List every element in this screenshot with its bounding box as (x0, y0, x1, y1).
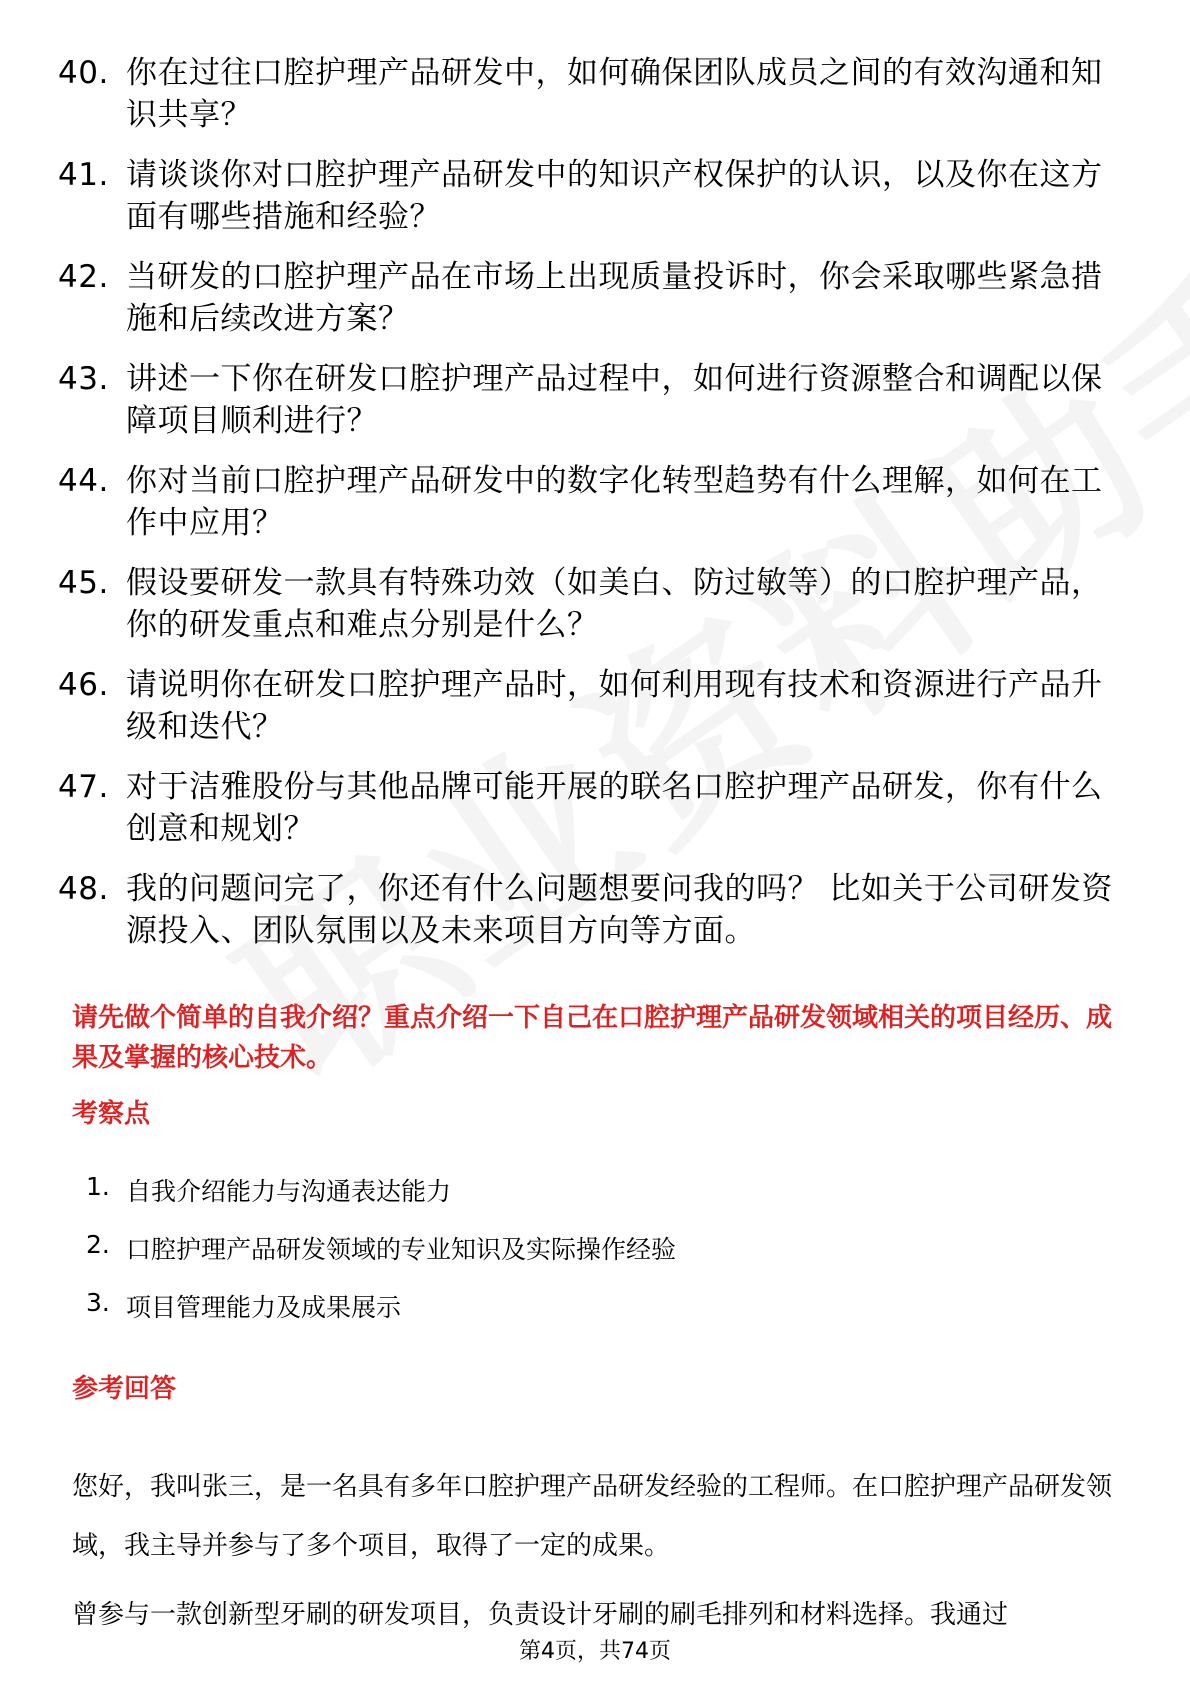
question-text: 你在过往口腔护理产品研发中，如何确保团队成员之间的有效沟通和知识共享？ (126, 55, 1103, 133)
question-text: 假设要研发一款具有特殊功效（如美白、防过敏等）的口腔护理产品，你的研发重点和难点分别是什么？ (126, 565, 1103, 643)
question-item (58, 52, 1128, 136)
question-item (58, 766, 1128, 850)
question-item (58, 562, 1128, 646)
question-item (58, 460, 1128, 544)
question-number: 44. (58, 463, 109, 499)
question-item (58, 154, 1128, 238)
question-number: 40. (58, 55, 109, 91)
question-item (58, 358, 1128, 442)
question-text: 讲述一下你在研发口腔护理产品过程中，如何进行资源整合和调配以保障项目顺利进行？ (126, 361, 1103, 439)
question-item (58, 868, 1128, 952)
question-text: 请说明你在研发口腔护理产品时，如何利用现有技术和资源进行产品升级和迭代？ (126, 667, 1103, 745)
focus-point-number: 3. (86, 1288, 110, 1317)
focus-point-text: 口腔护理产品研发领域的专业知识及实际操作经验 (126, 1235, 677, 1264)
question-text: 你对当前口腔护理产品研发中的数字化转型趋势有什么理解，如何在工作中应用？ (126, 463, 1103, 541)
question-text: 请谈谈你对口腔护理产品研发中的知识产权保护的认识，以及你在这方面有哪些措施和经验？ (126, 157, 1103, 235)
focus-point-text: 项目管理能力及成果展示 (126, 1293, 402, 1322)
answer-paragraph: 您好，我叫张三，是一名具有多年口腔护理产品研发经验的工程师。在口腔护理产品研发领域，我主导并参与了多个项目，取得了一定的成果。 (72, 1472, 1113, 1561)
focus-point-item (86, 1288, 676, 1346)
focus-point-text: 自我介绍能力与沟通表达能力 (126, 1177, 452, 1206)
reference-answer-heading: 参考回答 (72, 1374, 177, 1404)
focus-point-number: 2. (86, 1230, 110, 1259)
question-number: 43. (58, 361, 109, 397)
question-number: 47. (58, 769, 109, 805)
focus-points-heading: 考察点 (72, 1099, 151, 1129)
question-text: 我的问题问完了，你还有什么问题想要问我的吗？ 比如关于公司研发资源投入、团队氛围以及未来项目方向等方面。 (126, 871, 1113, 949)
interview-question-headline: 请先做个简单的自我介绍？重点介绍一下自己在口腔护理产品研发领域相关的项目经历、成果及掌握的核心技术。 (72, 1003, 1113, 1073)
focus-point-number: 1. (86, 1172, 110, 1201)
answer-paragraph: 曾参与一款创新型牙刷的研发项目，负责设计牙刷的刷毛排列和材料选择。我通过 (72, 1600, 1009, 1630)
question-item (58, 664, 1128, 748)
focus-points-list (86, 1172, 676, 1346)
focus-point-item (86, 1230, 676, 1288)
question-number: 42. (58, 259, 109, 295)
question-number: 46. (58, 667, 109, 703)
question-number: 48. (58, 871, 109, 907)
question-item (58, 256, 1128, 340)
question-text: 当研发的口腔护理产品在市场上出现质量投诉时，你会采取哪些紧急措施和后续改进方案？ (126, 259, 1103, 337)
focus-point-item (86, 1172, 676, 1230)
question-number: 45. (58, 565, 109, 601)
question-number: 41. (58, 157, 109, 193)
question-text: 对于洁雅股份与其他品牌可能开展的联名口腔护理产品研发，你有什么创意和规划？ (126, 769, 1103, 847)
page-footer: 第4页，共74页 (519, 1639, 671, 1664)
question-list (58, 52, 1128, 970)
